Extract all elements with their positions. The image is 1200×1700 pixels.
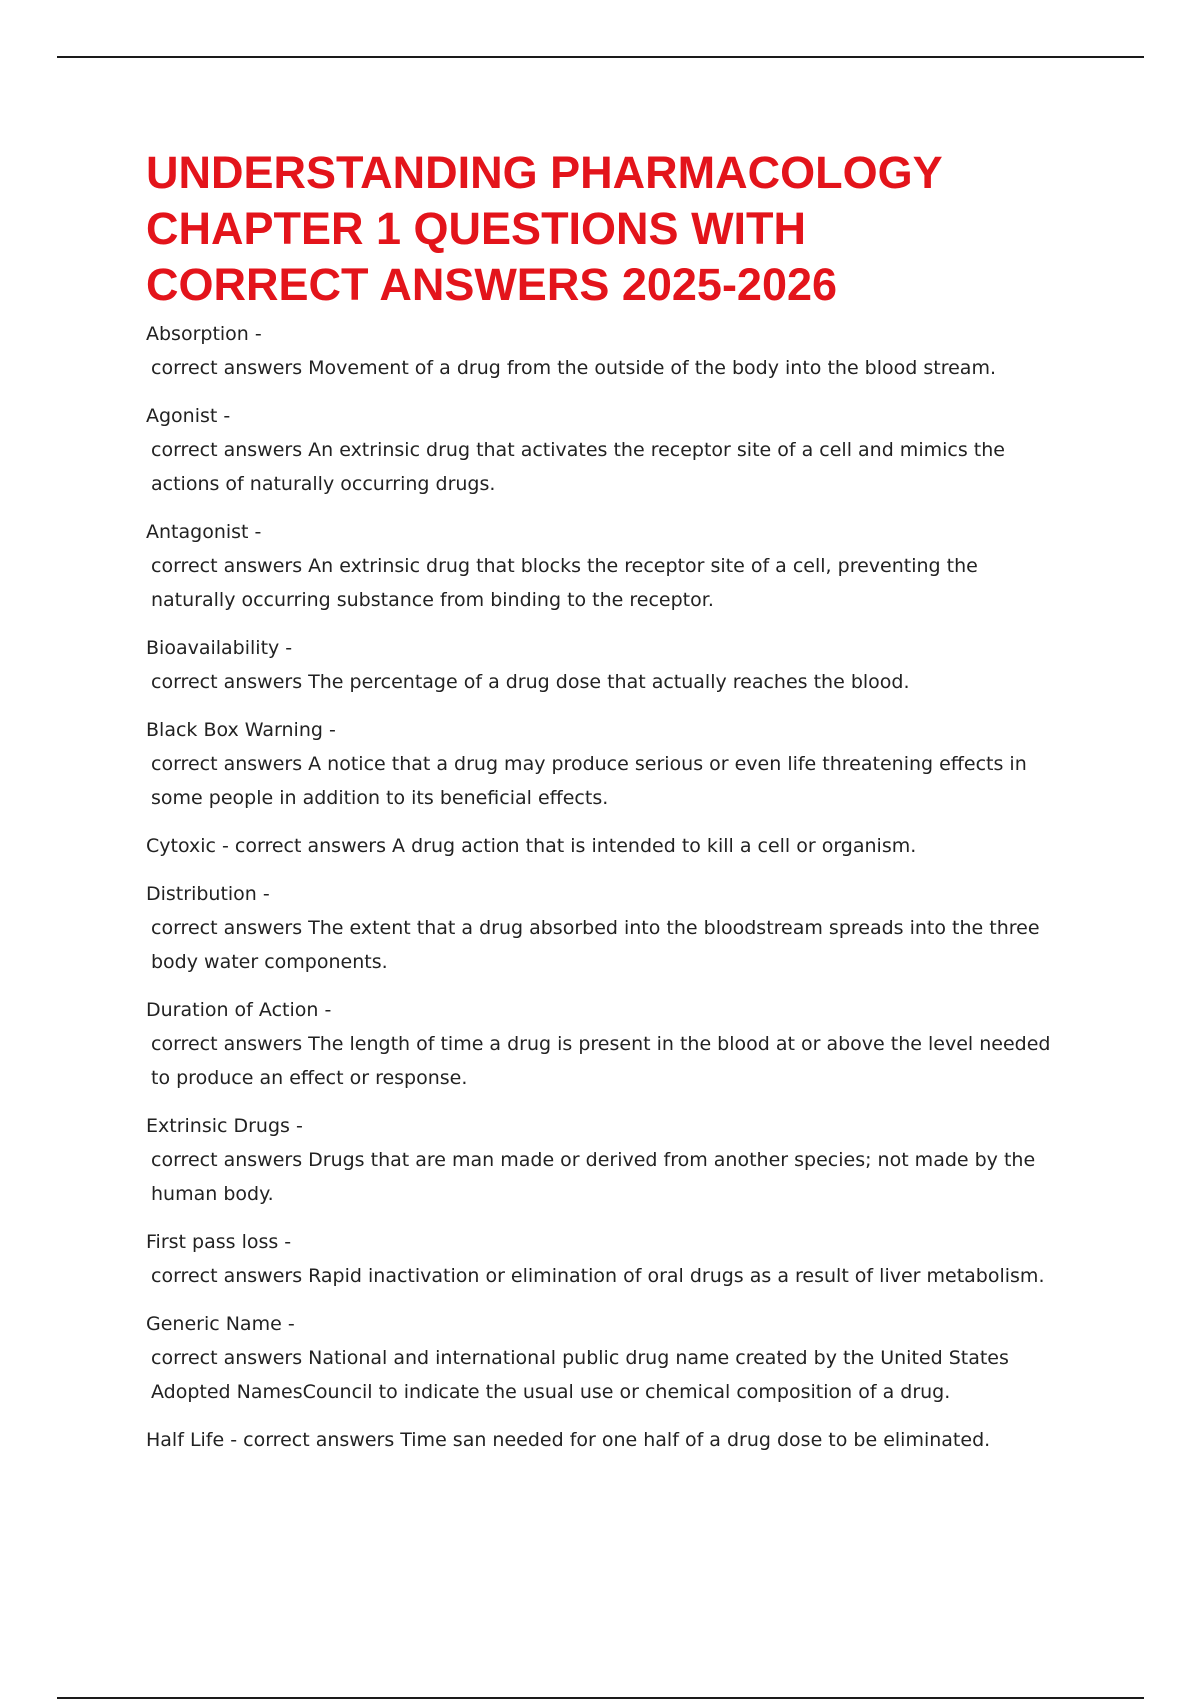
definition-item [146,631,1066,699]
definition-item [146,1109,1066,1211]
answer: correct answers A notice that a drug may produce serious or even life threatening effects in some people in addition to its beneficial effects. [151,753,1027,809]
term: Distribution - [146,883,270,905]
definition-item [146,713,1066,815]
answer: correct answers The length of time a drug is present in the blood at or above the level needed to produce an effect or response. [151,1033,1051,1089]
answer: correct answers Drugs that are man made or derived from another species; not made by the human body. [151,1149,1036,1205]
definition-list [146,317,1066,1457]
answer: correct answers Rapid inactivation or elimination of oral drugs as a result of liver metabolism. [151,1265,1045,1287]
term: Half Life - [146,1429,238,1451]
definition-item [146,993,1066,1095]
definition-item [146,317,1066,385]
term: Generic Name - [146,1313,295,1335]
term: Black Box Warning - [146,719,336,741]
answer: correct answers An extrinsic drug that blocks the receptor site of a cell, preventing the naturally occurring substance from binding to the receptor. [151,555,978,611]
top-rule [57,56,1144,58]
definition-item [146,515,1066,617]
answer: correct answers An extrinsic drug that activates the receptor site of a cell and mimics the actions of naturally occurring drugs. [151,439,1005,495]
answer: correct answers The percentage of a drug dose that actually reaches the blood. [151,671,910,693]
answer: correct answers A drug action that is intended to kill a cell or organism. [234,835,917,857]
definition-item [146,877,1066,979]
document-title [146,145,1066,313]
term: Absorption - [146,323,262,345]
bottom-rule [57,1697,1144,1699]
title-line: CHAPTER 1 QUESTIONS WITH [146,203,807,254]
term: Agonist - [146,405,231,427]
term: Cytoxic - [146,835,229,857]
definition-item [146,1225,1066,1293]
title-line: UNDERSTANDING PHARMACOLOGY [146,147,943,198]
answer: correct answers Movement of a drug from the outside of the body into the blood stream. [151,357,996,379]
term: Extrinsic Drugs - [146,1115,303,1137]
definition-item [146,1307,1066,1409]
definition-item [146,829,1066,863]
document-page [146,145,1066,1471]
answer: correct answers National and international public drug name created by the United States Adopted NamesCouncil to indicate the usual use or chemical composition of a drug. [151,1347,1009,1403]
answer: correct answers Time san needed for one half of a drug dose to be eliminated. [243,1429,991,1451]
title-line: CORRECT ANSWERS 2025-2026 [146,259,838,310]
definition-item [146,1423,1066,1457]
term: Bioavailability - [146,637,293,659]
definition-item [146,399,1066,501]
answer: correct answers The extent that a drug absorbed into the bloodstream spreads into the three body water components. [151,917,1040,973]
term: Antagonist - [146,521,262,543]
term: Duration of Action - [146,999,332,1021]
term: First pass loss - [146,1231,292,1253]
